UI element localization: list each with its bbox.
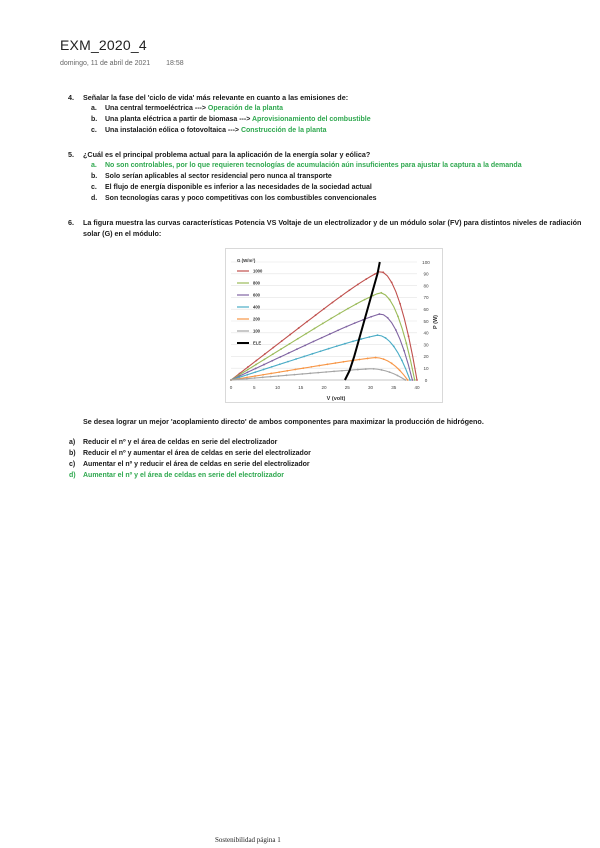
series-point-800 xyxy=(347,308,349,310)
series-point-200 xyxy=(326,363,328,365)
option-answer: Construcción de la planta xyxy=(240,127,327,134)
series-point-600 xyxy=(255,368,257,370)
y-tick-label: 80 xyxy=(423,283,429,289)
series-point-1000 xyxy=(298,327,300,329)
series-point-200 xyxy=(278,371,280,373)
series-point-800 xyxy=(364,299,366,301)
date-text: domingo, 11 de abril de 2021 xyxy=(60,60,151,67)
option-text: Una planta eléctrica a partir de biomasa ---> xyxy=(105,116,251,123)
series-point-200 xyxy=(391,362,393,364)
x-tick-label: 20 xyxy=(321,385,327,390)
series-point-100 xyxy=(404,379,406,381)
series-point-100 xyxy=(278,375,280,377)
series-point-200 xyxy=(407,379,409,381)
page-footer: Sostenibilidad página 1 xyxy=(215,836,281,844)
series-point-400 xyxy=(393,345,395,347)
y-tick-label: 0 xyxy=(424,377,428,383)
series-point-200 xyxy=(367,358,369,360)
option-text: Aumentar el nº y el área de celdas en serie del electrolizador xyxy=(83,472,284,479)
series-point-600 xyxy=(378,313,380,315)
series-point-100 xyxy=(389,371,391,373)
series-point-600 xyxy=(329,333,331,335)
option-text: Son tecnologías caras y poco competitivas con los combustibles convencionales xyxy=(105,195,377,202)
series-point-600 xyxy=(395,329,397,331)
series-point-200 xyxy=(270,373,272,375)
series-point-1000 xyxy=(332,302,334,304)
series-point-100 xyxy=(262,376,264,378)
option-text: Solo serían aplicables al sector residencial pero nunca al transporte xyxy=(105,173,332,180)
series-point-100 xyxy=(317,372,319,374)
series-point-800 xyxy=(389,299,391,301)
option-5b xyxy=(91,172,332,181)
series-point-100 xyxy=(397,375,399,377)
series-point-800 xyxy=(314,328,316,330)
series-point-600 xyxy=(247,371,249,373)
question-text: ¿Cuál es el principal problema actual para la aplicación de la energía solar y eólica? xyxy=(83,150,371,159)
option-label: d) xyxy=(69,472,76,479)
y-tick-label: 90 xyxy=(423,271,429,277)
series-point-400 xyxy=(255,371,257,373)
question-statement: Se desea lograr un mejor 'acoplamiento directo' de ambos componentes para maximizar la producción de hidrógeno. xyxy=(83,417,484,426)
series-point-100 xyxy=(373,368,375,370)
legend-title: G (W/m²) xyxy=(237,258,256,263)
question-number: 5. xyxy=(68,150,74,159)
series-point-200 xyxy=(335,362,337,364)
option-answer: Aprovisionamiento del combustible xyxy=(252,116,371,123)
option-text: Una central termoeléctrica ---> xyxy=(105,105,206,112)
series-point-800 xyxy=(355,303,357,305)
series-point-100 xyxy=(365,368,367,370)
series-point-200 xyxy=(294,369,296,371)
series-point-100 xyxy=(341,370,343,372)
series-point-800 xyxy=(414,379,416,381)
series-point-1000 xyxy=(399,303,401,305)
final-option-c xyxy=(69,460,310,469)
x-tick-label: 0 xyxy=(229,385,233,390)
series-point-100 xyxy=(357,369,359,371)
question-6 xyxy=(68,217,588,239)
series-point-1000 xyxy=(340,295,342,297)
option-text: Reducir el nº y el área de celdas en serie del electrolizador xyxy=(83,439,278,446)
page-title: EXM_2020_4 xyxy=(60,37,147,53)
series-point-1000 xyxy=(374,273,376,275)
legend-label: 800 xyxy=(253,280,260,286)
series-point-800 xyxy=(289,343,291,345)
x-tick-label: 30 xyxy=(367,385,374,390)
series-point-400 xyxy=(287,361,289,363)
series-point-400 xyxy=(385,337,387,339)
option-5a xyxy=(91,161,522,170)
series-point-400 xyxy=(263,369,265,371)
series-point-800 xyxy=(330,318,332,320)
series-point-200 xyxy=(399,369,401,371)
final-option-d xyxy=(69,471,284,480)
series-point-1000 xyxy=(281,340,283,342)
series-point-200 xyxy=(254,375,256,377)
x-tick-label: 40 xyxy=(414,385,420,390)
series-point-1000 xyxy=(408,335,410,337)
x-tick-label: 15 xyxy=(298,385,304,390)
question-text: Señalar la fase del 'ciclo de vida' más relevante en cuanto a las emisiones de: xyxy=(83,93,349,102)
series-point-100 xyxy=(381,369,383,371)
y-tick-label: 40 xyxy=(423,330,429,336)
option-label: d. xyxy=(91,195,98,202)
series-point-1000 xyxy=(306,321,308,323)
series-point-600 xyxy=(370,316,372,318)
series-point-100 xyxy=(270,376,272,378)
series-point-800 xyxy=(380,292,382,294)
option-label: c. xyxy=(91,127,97,134)
option-text: Aumentar el nº y reducir el área de celdas en serie del electrolizador xyxy=(83,461,310,468)
y-tick-label: 50 xyxy=(423,318,429,324)
series-point-1000 xyxy=(272,347,274,349)
option-answer: Operación de la planta xyxy=(207,105,283,112)
series-point-100 xyxy=(294,374,296,376)
series-point-100 xyxy=(254,377,256,379)
series-point-100 xyxy=(301,373,303,375)
series-point-600 xyxy=(337,329,339,331)
option-label: a. xyxy=(91,105,97,112)
question-number: 6. xyxy=(68,218,74,227)
series-point-200 xyxy=(302,367,304,369)
series-point-1000 xyxy=(289,334,291,336)
option-label: b) xyxy=(69,450,76,457)
x-tick-label: 5 xyxy=(252,385,256,390)
legend-label: 100 xyxy=(253,328,260,334)
series-point-100 xyxy=(333,370,335,372)
series-point-400 xyxy=(344,343,346,345)
series-point-100 xyxy=(325,371,327,373)
x-tick-label: 25 xyxy=(344,385,350,390)
series-point-200 xyxy=(318,365,320,367)
series-point-800 xyxy=(263,358,265,360)
series-point-600 xyxy=(346,326,348,328)
option-text: Una instalación eólica o fotovoltaica ---> xyxy=(105,127,239,134)
series-point-600 xyxy=(411,379,413,381)
series-point-400 xyxy=(352,340,354,342)
x-tick-label: 10 xyxy=(274,385,281,390)
series-point-400 xyxy=(336,345,338,347)
series-point-400 xyxy=(311,353,313,355)
x-axis-label: V (volt) xyxy=(326,396,346,402)
y-tick-label: 100 xyxy=(422,259,430,265)
series-point-1000 xyxy=(382,271,384,273)
series-point-400 xyxy=(295,358,297,360)
series-point-400 xyxy=(246,374,248,376)
series-point-800 xyxy=(272,353,274,355)
option-text: Reducir el nº y aumentar el área de celdas en serie del electrolizador xyxy=(83,450,311,457)
series-point-1000 xyxy=(357,284,359,286)
series-point-1000 xyxy=(348,289,350,291)
series-point-600 xyxy=(288,352,290,354)
series-point-600 xyxy=(271,360,273,362)
question-4 xyxy=(68,92,588,103)
option-text: No son controlables, por lo que requieren tecnologías de acumulación aún insuficientes para ajustar la captura a la demanda xyxy=(105,162,522,169)
series-point-1000 xyxy=(264,353,266,355)
question-text: La figura muestra las curvas características Potencia VS Voltaje de un electrolizador y de un módulo solar (FV) para distintos niveles de radiación solar (G) en el módulo: xyxy=(83,218,582,238)
time-text: 18:58 xyxy=(166,60,184,67)
option-label: a) xyxy=(69,439,76,446)
legend-label: 1000 xyxy=(253,268,263,274)
series-point-800 xyxy=(297,338,299,340)
series-point-800 xyxy=(397,316,399,318)
series-point-1000 xyxy=(416,379,418,381)
series-point-400 xyxy=(279,363,281,365)
series-point-400 xyxy=(409,379,411,381)
question-number: 4. xyxy=(68,93,74,102)
y-axis-label: P (W) xyxy=(433,315,439,329)
y-tick-label: 70 xyxy=(423,295,429,301)
option-label: b. xyxy=(91,116,98,123)
series-point-800 xyxy=(322,323,324,325)
y-tick-label: 20 xyxy=(423,354,429,360)
series-point-400 xyxy=(303,356,305,358)
series-point-400 xyxy=(377,334,379,336)
series-point-1000 xyxy=(323,308,325,310)
series-point-200 xyxy=(359,359,361,361)
question-5 xyxy=(68,149,588,160)
series-point-100 xyxy=(309,372,311,374)
series-point-200 xyxy=(310,366,312,368)
final-option-a xyxy=(69,438,277,447)
series-point-600 xyxy=(304,344,306,346)
y-tick-label: 60 xyxy=(423,307,429,312)
page-date xyxy=(60,60,184,67)
series-point-600 xyxy=(403,350,405,352)
pv-electrolyzer-chart xyxy=(225,248,443,403)
series-point-400 xyxy=(271,366,273,368)
series-point-100 xyxy=(230,379,232,381)
series-point-1000 xyxy=(247,366,249,368)
option-label: c) xyxy=(69,461,76,468)
series-point-400 xyxy=(401,359,403,361)
series-point-100 xyxy=(246,378,248,380)
series-point-800 xyxy=(405,342,407,344)
series-point-600 xyxy=(296,348,298,350)
series-point-400 xyxy=(320,350,322,352)
series-point-1000 xyxy=(365,278,367,280)
legend-label: 400 xyxy=(253,304,260,310)
series-point-1000 xyxy=(255,360,257,362)
series-point-200 xyxy=(262,374,264,376)
option-5c xyxy=(91,183,372,192)
legend-label: 200 xyxy=(253,316,260,322)
option-label: a. xyxy=(91,162,97,169)
series-point-1000 xyxy=(391,282,393,284)
option-4a xyxy=(91,104,283,113)
series-point-600 xyxy=(313,341,315,343)
option-5d xyxy=(91,194,377,203)
option-label: b. xyxy=(91,173,98,180)
series-point-200 xyxy=(343,361,345,363)
option-4c xyxy=(91,126,327,135)
option-text: El flujo de energía disponible es inferior a las necesidades de la sociedad actual xyxy=(105,184,372,191)
y-tick-label: 10 xyxy=(423,366,429,371)
series-point-600 xyxy=(387,317,389,319)
series-point-800 xyxy=(339,313,341,315)
option-label: c. xyxy=(91,184,97,191)
x-tick-label: 35 xyxy=(391,385,397,390)
legend-label: ELE xyxy=(253,340,262,346)
series-point-800 xyxy=(305,333,307,335)
series-point-400 xyxy=(360,338,362,340)
series-point-600 xyxy=(280,356,282,358)
series-point-400 xyxy=(328,348,330,350)
series-point-100 xyxy=(238,378,240,380)
option-4b xyxy=(91,115,371,124)
final-option-b xyxy=(69,449,311,458)
series-point-600 xyxy=(354,322,356,324)
series-point-800 xyxy=(255,364,257,366)
legend-label: 600 xyxy=(253,292,260,298)
series-point-200 xyxy=(383,358,385,360)
series-point-200 xyxy=(375,357,377,359)
series-point-600 xyxy=(321,337,323,339)
series-point-1000 xyxy=(315,314,317,316)
series-point-800 xyxy=(280,348,282,350)
series-point-600 xyxy=(263,364,265,366)
series-point-800 xyxy=(247,369,249,371)
series-point-200 xyxy=(286,370,288,372)
series-point-100 xyxy=(286,374,288,376)
y-tick-label: 30 xyxy=(423,342,429,348)
series-point-400 xyxy=(368,336,370,338)
